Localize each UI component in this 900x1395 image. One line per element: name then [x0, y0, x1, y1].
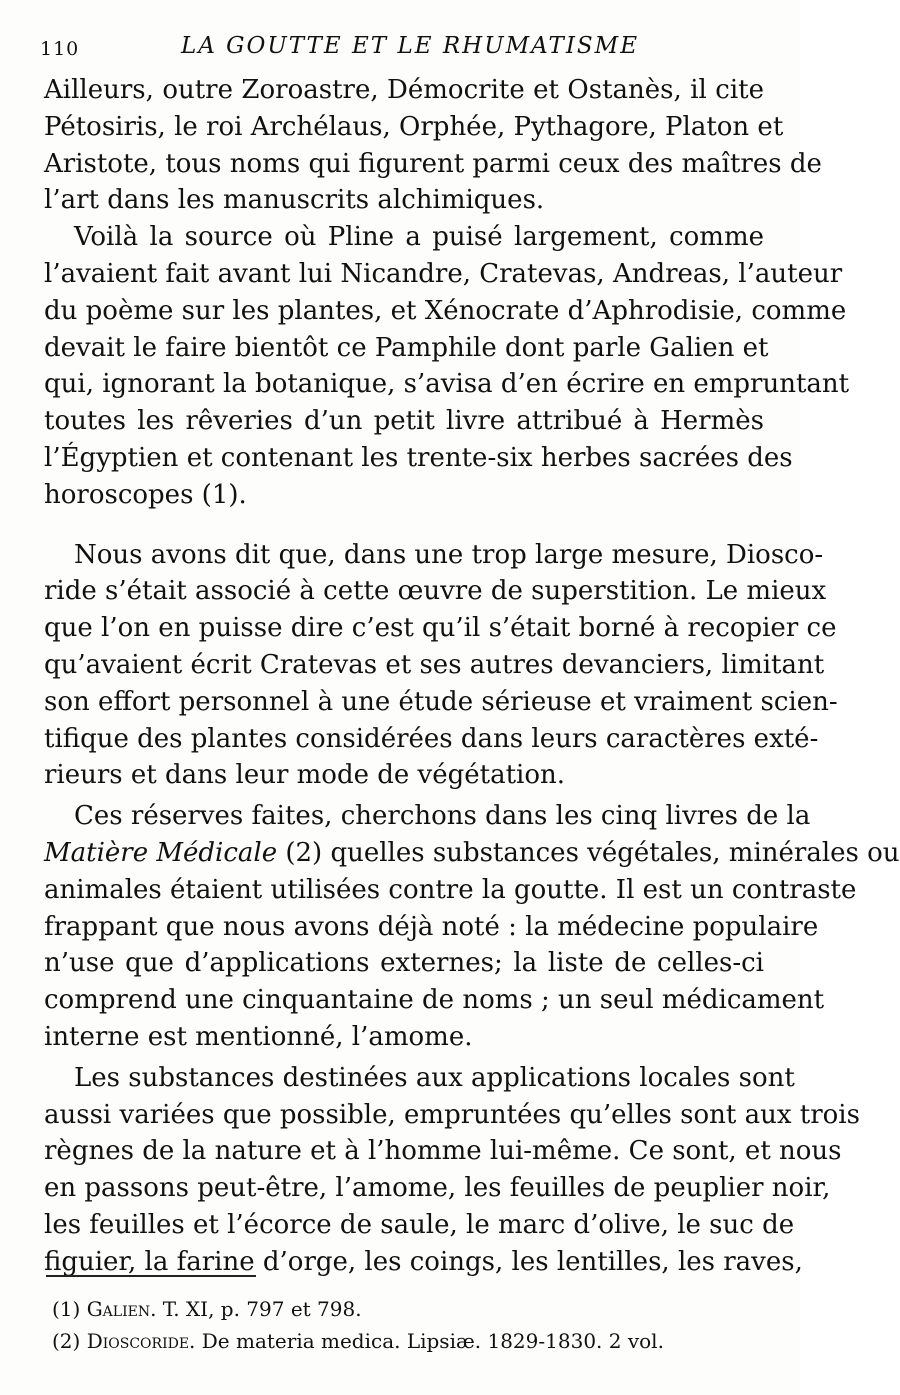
text-line: Ailleurs, outre Zoroastre, Démocrite et Ostanès, il cite	[44, 75, 764, 105]
text-line: rieurs et dans leur mode de végétation.	[44, 760, 566, 791]
text-line: ride s’était associé à cette œuvre de superstition. Le mieux	[44, 576, 827, 607]
text-line: comprend une cinquantaine de noms ; un seul médicament	[44, 985, 825, 1016]
body-text	[44, 72, 900, 1281]
text-line: aussi variées que possible, empruntées qu’elles sont aux trois	[44, 1099, 860, 1130]
text-line: figuier, la farine d’orge, les coings, les lentilles, les raves,	[44, 1246, 803, 1277]
text-line: l’Égyptien et contenant les trente-six herbes sacrées des	[44, 442, 793, 473]
paragraph	[44, 537, 838, 795]
footnote-marker: (1)	[52, 1297, 81, 1321]
text-line: que l’on en puisse dire c’est qu’il s’était borné à recopier ce	[44, 613, 837, 644]
text-line: Voilà la source où Pline a puisé largement, comme	[74, 222, 764, 253]
text-line: tifique des plantes considérées dans leurs caractères exté-	[44, 723, 819, 754]
text-line: n’use que d’applications externes; la liste de celles-ci	[44, 948, 764, 979]
paragraph	[44, 1060, 860, 1281]
footnote-author: Galien	[86, 1297, 151, 1321]
text-line: devait le faire bientôt ce Pamphile dont parle Galien et	[44, 332, 769, 363]
text-line: son effort personnel à une étude sérieuse et vraiment scien-	[44, 686, 838, 717]
text-line	[44, 835, 900, 872]
text-line: les feuilles et l’écorce de saule, le marc d’olive, le suc de	[44, 1209, 795, 1240]
text-fragment: (2) quelles substances végétales, minérales ou	[277, 837, 900, 868]
text-line: qu’avaient écrit Cratevas et ses autres devanciers, limitant	[44, 649, 825, 680]
footnote	[52, 1325, 752, 1357]
text-line: Les substances destinées aux applications locales sont	[74, 1062, 795, 1093]
text-line: du poème sur les plantes, et Xénocrate d’Aphrodisie, comme	[44, 295, 847, 326]
running-head	[40, 28, 760, 68]
footnote-rule	[46, 1275, 256, 1277]
text-line: interne est mentionné, l’amome.	[44, 1021, 473, 1052]
footnote-text: . De materia medica. Lipsiæ. 1829-1830. 2 vol.	[189, 1329, 664, 1353]
paragraph-gap	[44, 514, 764, 537]
text-line: qui, ignorant la botanique, s’avisa d’en écrire en empruntant	[44, 369, 850, 400]
footnote-marker: (2)	[52, 1329, 81, 1353]
page-number: 110	[40, 38, 80, 60]
book-title: Matière Médicale	[44, 837, 278, 868]
text-line: Pétosiris, le roi Archélaus, Orphée, Pythagore, Platon et	[44, 111, 784, 142]
text-line: frappant que nous avons déjà noté : la médecine populaire	[44, 911, 819, 942]
paragraph	[44, 219, 850, 513]
paragraph	[44, 798, 900, 1056]
text-line: en passons peut-être, l’amome, les feuilles de peuplier noir,	[44, 1173, 831, 1204]
text-line: horoscopes (1).	[44, 479, 247, 510]
text-line: Ces réserves faites, cherchons dans les cinq livres de la	[74, 801, 811, 832]
text-line: règnes de la nature et à l’homme lui-même. Ce sont, et nous	[44, 1136, 842, 1167]
text-line: l’art dans les manuscrits alchimiques.	[44, 185, 545, 216]
text-line: Aristote, tous noms qui figurent parmi ceux des maîtres de	[44, 148, 822, 179]
running-title: LA GOUTTE ET LE RHUMATISME	[180, 33, 639, 59]
text-line: l’avaient fait avant lui Nicandre, Cratevas, Andreas, l’auteur	[44, 258, 843, 289]
text-line: toutes les rêveries d’un petit livre attribué à Hermès	[44, 406, 764, 437]
footnote-text: . T. XI, p. 797 et 798.	[150, 1297, 362, 1321]
paragraph	[44, 72, 822, 219]
text-line: animales étaient utilisées contre la goutte. Il est un contraste	[44, 874, 857, 905]
footnote	[52, 1293, 752, 1325]
text-line: Nous avons dit que, dans une trop large mesure, Diosco-	[74, 539, 824, 570]
footnote-author: Dioscoride	[86, 1329, 190, 1353]
footnotes	[52, 1293, 752, 1357]
